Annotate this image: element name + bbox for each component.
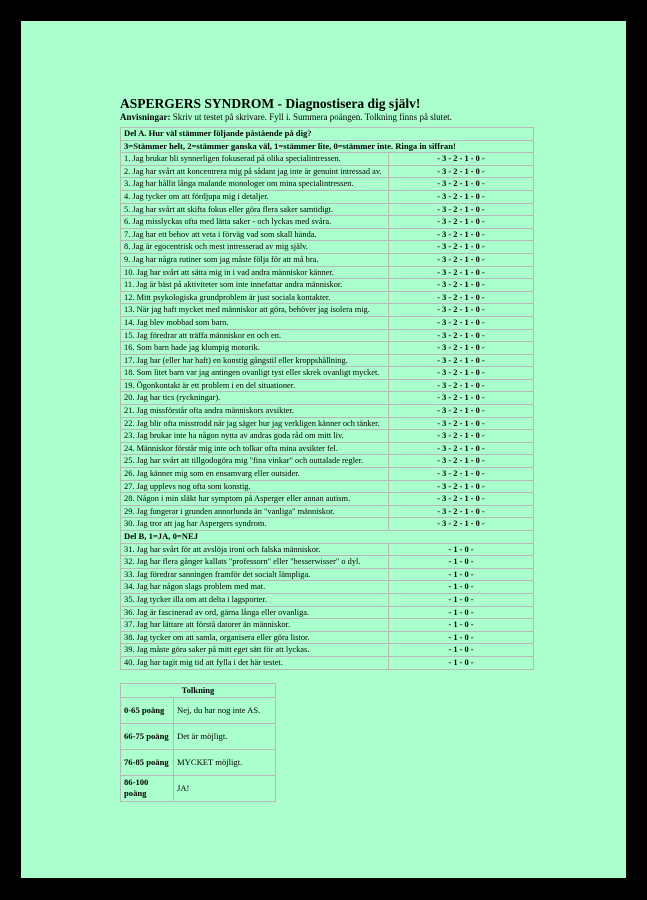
score-range: 86-100 poäng bbox=[121, 775, 174, 801]
question-row bbox=[121, 593, 534, 606]
interpretation-row bbox=[121, 775, 276, 801]
question-row bbox=[121, 216, 534, 229]
question-text: 22. Jag blir ofta misstrodd när jag säger hur jag verkligen känner och tänker. bbox=[121, 417, 389, 430]
question-row bbox=[121, 291, 534, 304]
section-a-scale: 3=Stämmer helt, 2=stämmer ganska väl, 1=stämmer lite, 0=stämmer inte. Ringa in siffran! bbox=[121, 140, 534, 153]
question-text: 24. Människor förstår mig inte och tolkar ofta mina avsikter fel. bbox=[121, 442, 389, 455]
question-text: 38. Jag tycker om att samla, organisera eller göra listor. bbox=[121, 631, 389, 644]
score-options[interactable]: - 3 - 2 - 1 - 0 - bbox=[389, 216, 534, 229]
score-options[interactable]: - 1 - 0 - bbox=[389, 619, 534, 632]
score-options[interactable]: - 3 - 2 - 1 - 0 - bbox=[389, 342, 534, 355]
question-text: 14. Jag blev mobbad som barn. bbox=[121, 316, 389, 329]
question-text: 15. Jag föredrar att träffa människor en och en. bbox=[121, 329, 389, 342]
question-text: 3. Jag har hållit långa malande monologer om mina specialintressen. bbox=[121, 178, 389, 191]
question-text: 12. Mitt psykologiska grundproblem är just sociala kontakter. bbox=[121, 291, 389, 304]
question-row bbox=[121, 342, 534, 355]
interpretation-text: Nej, du har nog inte AS. bbox=[174, 697, 276, 723]
question-text: 37. Jag har lättare att förstå datorer än människor. bbox=[121, 619, 389, 632]
question-row bbox=[121, 417, 534, 430]
question-text: 23. Jag brukar inte ha någon nytta av andras goda råd om mitt liv. bbox=[121, 430, 389, 443]
question-row bbox=[121, 367, 534, 380]
score-options[interactable]: - 3 - 2 - 1 - 0 - bbox=[389, 379, 534, 392]
instructions-text: Skriv ut testet på skrivare. Fyll i. Summera poängen. Tolkning finns på slutet. bbox=[170, 112, 452, 122]
question-row bbox=[121, 266, 534, 279]
score-options[interactable]: - 3 - 2 - 1 - 0 - bbox=[389, 367, 534, 380]
score-options[interactable]: - 3 - 2 - 1 - 0 - bbox=[389, 493, 534, 506]
question-row bbox=[121, 619, 534, 632]
question-row bbox=[121, 304, 534, 317]
document-content bbox=[120, 96, 534, 802]
question-text: 16. Som barn hade jag klumpig motorik. bbox=[121, 342, 389, 355]
question-text: 28. Någon i min släkt har symptom på Asperger eller annan autism. bbox=[121, 493, 389, 506]
question-row bbox=[121, 631, 534, 644]
question-text: 10. Jag har svårt att sätta mig in i vad andra människor känner. bbox=[121, 266, 389, 279]
score-range: 76-85 poäng bbox=[121, 749, 174, 775]
question-row bbox=[121, 392, 534, 405]
score-options[interactable]: - 3 - 2 - 1 - 0 - bbox=[389, 165, 534, 178]
question-row bbox=[121, 178, 534, 191]
page-title: ASPERGERS SYNDROM - Diagnostisera dig själv! bbox=[120, 96, 421, 111]
question-text: 27. Jag upplevs nog ofta som konstig. bbox=[121, 480, 389, 493]
score-options[interactable]: - 3 - 2 - 1 - 0 - bbox=[389, 241, 534, 254]
question-row bbox=[121, 379, 534, 392]
question-text: 34. Jag har någon slags problem med mat. bbox=[121, 581, 389, 594]
instructions-label: Anvisningar: bbox=[120, 112, 171, 122]
score-options[interactable]: - 1 - 0 - bbox=[389, 556, 534, 569]
question-text: 7. Jag har ett behov att veta i förväg vad som skall hända. bbox=[121, 228, 389, 241]
question-text: 20. Jag har tics (ryckningar). bbox=[121, 392, 389, 405]
instructions bbox=[120, 111, 534, 123]
question-row bbox=[121, 505, 534, 518]
question-text: 8. Jag är egocentrisk och mest intresserad av mig själv. bbox=[121, 241, 389, 254]
question-text: 21. Jag missförstår ofta andra människors avsikter. bbox=[121, 405, 389, 418]
question-text: 30. Jag tror att jag har Aspergers syndrom. bbox=[121, 518, 389, 531]
test-table bbox=[120, 127, 534, 670]
question-row bbox=[121, 442, 534, 455]
question-row bbox=[121, 203, 534, 216]
score-options[interactable]: - 3 - 2 - 1 - 0 - bbox=[389, 405, 534, 418]
interpretation-row bbox=[121, 697, 276, 723]
score-options[interactable]: - 3 - 2 - 1 - 0 - bbox=[389, 392, 534, 405]
question-row bbox=[121, 518, 534, 531]
question-row bbox=[121, 606, 534, 619]
section-a-heading-row bbox=[121, 128, 534, 141]
question-row bbox=[121, 316, 534, 329]
interpretation-text: JA! bbox=[174, 775, 276, 801]
question-text: 33. Jag föredrar sanningen framför det socialt lämpliga. bbox=[121, 568, 389, 581]
question-row bbox=[121, 455, 534, 468]
question-row bbox=[121, 329, 534, 342]
section-b-heading-row bbox=[121, 531, 534, 544]
section-a-scale-row bbox=[121, 140, 534, 153]
question-text: 18. Som litet barn var jag antingen ovanligt tyst eller skrek ovanligt mycket. bbox=[121, 367, 389, 380]
score-options[interactable]: - 3 - 2 - 1 - 0 - bbox=[389, 266, 534, 279]
score-options[interactable]: - 3 - 2 - 1 - 0 - bbox=[389, 291, 534, 304]
score-options[interactable]: - 3 - 2 - 1 - 0 - bbox=[389, 228, 534, 241]
score-options[interactable]: - 3 - 2 - 1 - 0 - bbox=[389, 455, 534, 468]
question-text: 26. Jag känner mig som en ensamvarg eller outsider. bbox=[121, 468, 389, 481]
question-text: 29. Jag fungerar i grunden annorlunda än "vanliga" människor. bbox=[121, 505, 389, 518]
score-options[interactable]: - 3 - 2 - 1 - 0 - bbox=[389, 417, 534, 430]
interpretation-text: MYCKET möjligt. bbox=[174, 749, 276, 775]
interpretation-heading-row bbox=[121, 683, 276, 697]
interpretation-table bbox=[120, 683, 276, 802]
question-text: 1. Jag brukar bli synnerligen fokuserad på olika specialintressen. bbox=[121, 153, 389, 166]
question-row bbox=[121, 543, 534, 556]
score-options[interactable]: - 3 - 2 - 1 - 0 - bbox=[389, 480, 534, 493]
score-options[interactable]: - 3 - 2 - 1 - 0 - bbox=[389, 279, 534, 292]
question-text: 9. Jag har några rutiner som jag måste följa för att må bra. bbox=[121, 253, 389, 266]
question-text: 17. Jag har (eller har haft) en konstig gångstil eller kroppshållning. bbox=[121, 354, 389, 367]
score-options[interactable]: - 1 - 0 - bbox=[389, 568, 534, 581]
score-options[interactable]: - 3 - 2 - 1 - 0 - bbox=[389, 316, 534, 329]
question-text: 39. Jag måste göra saker på mitt eget sätt för att lyckas. bbox=[121, 644, 389, 657]
interpretation-text: Det är möjligt. bbox=[174, 723, 276, 749]
score-options[interactable]: - 3 - 2 - 1 - 0 - bbox=[389, 153, 534, 166]
question-row bbox=[121, 568, 534, 581]
question-text: 6. Jag misslyckas ofta med lätta saker - och lyckas med svåra. bbox=[121, 216, 389, 229]
question-text: 2. Jag har svårt att koncentrera mig på sådant jag inte är genuint intressad av. bbox=[121, 165, 389, 178]
interpretation-row bbox=[121, 749, 276, 775]
question-row bbox=[121, 644, 534, 657]
score-options[interactable]: - 1 - 0 - bbox=[389, 543, 534, 556]
score-options[interactable]: - 3 - 2 - 1 - 0 - bbox=[389, 304, 534, 317]
document-page bbox=[21, 21, 626, 878]
question-row bbox=[121, 190, 534, 203]
question-row bbox=[121, 430, 534, 443]
score-options[interactable]: - 1 - 0 - bbox=[389, 644, 534, 657]
question-row bbox=[121, 405, 534, 418]
question-row bbox=[121, 241, 534, 254]
score-options[interactable]: - 3 - 2 - 1 - 0 - bbox=[389, 430, 534, 443]
question-row bbox=[121, 165, 534, 178]
question-text: 5. Jag har svårt att skifta fokus eller göra flera saker samtidigt. bbox=[121, 203, 389, 216]
score-options[interactable]: - 3 - 2 - 1 - 0 - bbox=[389, 329, 534, 342]
question-text: 36. Jag är fascinerad av ord, gärna långa eller ovanliga. bbox=[121, 606, 389, 619]
score-options[interactable]: - 1 - 0 - bbox=[389, 606, 534, 619]
question-row bbox=[121, 279, 534, 292]
score-options[interactable]: - 3 - 2 - 1 - 0 - bbox=[389, 442, 534, 455]
question-text: 40. Jag har tagit mig tid att fylla i det här testet. bbox=[121, 656, 389, 669]
question-text: 31. Jag har svårt för att avslöja ironi och falska människor. bbox=[121, 543, 389, 556]
score-options[interactable]: - 3 - 2 - 1 - 0 - bbox=[389, 253, 534, 266]
interpretation-heading: Tolkning bbox=[121, 683, 276, 697]
question-text: 4. Jag tycker om att fördjupa mig i detaljer. bbox=[121, 190, 389, 203]
score-options[interactable]: - 3 - 2 - 1 - 0 - bbox=[389, 468, 534, 481]
interpretation-row bbox=[121, 723, 276, 749]
score-range: 66-75 poäng bbox=[121, 723, 174, 749]
question-text: 11. Jag är bäst på aktiviteter som inte innefattar andra människor. bbox=[121, 279, 389, 292]
question-row bbox=[121, 656, 534, 669]
question-row bbox=[121, 480, 534, 493]
score-options[interactable]: - 3 - 2 - 1 - 0 - bbox=[389, 178, 534, 191]
score-options[interactable]: - 1 - 0 - bbox=[389, 656, 534, 669]
question-text: 19. Ögonkontakt är ett problem i en del situationer. bbox=[121, 379, 389, 392]
score-options[interactable]: - 1 - 0 - bbox=[389, 581, 534, 594]
question-row bbox=[121, 468, 534, 481]
question-row bbox=[121, 493, 534, 506]
question-row bbox=[121, 153, 534, 166]
score-options[interactable]: - 3 - 2 - 1 - 0 - bbox=[389, 505, 534, 518]
score-options[interactable]: - 3 - 2 - 1 - 0 - bbox=[389, 203, 534, 216]
question-row bbox=[121, 253, 534, 266]
score-options[interactable]: - 3 - 2 - 1 - 0 - bbox=[389, 518, 534, 531]
question-row bbox=[121, 354, 534, 367]
score-options[interactable]: - 3 - 2 - 1 - 0 - bbox=[389, 354, 534, 367]
question-text: 35. Jag tycker illa om att delta i lagsporter. bbox=[121, 593, 389, 606]
question-text: 25. Jag har svårt att tillgodogöra mig "fina vinkar" och outtalade regler. bbox=[121, 455, 389, 468]
question-text: 13. När jag haft mycket med människor att göra, behöver jag isolera mig. bbox=[121, 304, 389, 317]
score-options[interactable]: - 3 - 2 - 1 - 0 - bbox=[389, 190, 534, 203]
score-options[interactable]: - 1 - 0 - bbox=[389, 593, 534, 606]
score-options[interactable]: - 1 - 0 - bbox=[389, 631, 534, 644]
question-row bbox=[121, 228, 534, 241]
score-range: 0-65 poäng bbox=[121, 697, 174, 723]
question-row bbox=[121, 556, 534, 569]
section-b-heading: Del B, 1=JA, 0=NEJ bbox=[121, 531, 534, 544]
question-row bbox=[121, 581, 534, 594]
section-a-heading: Del A. Hur väl stämmer följande påstående på dig? bbox=[121, 128, 534, 141]
question-text: 32. Jag har flera gånger kallats "professorn" eller "besserwisser" o dyl. bbox=[121, 556, 389, 569]
